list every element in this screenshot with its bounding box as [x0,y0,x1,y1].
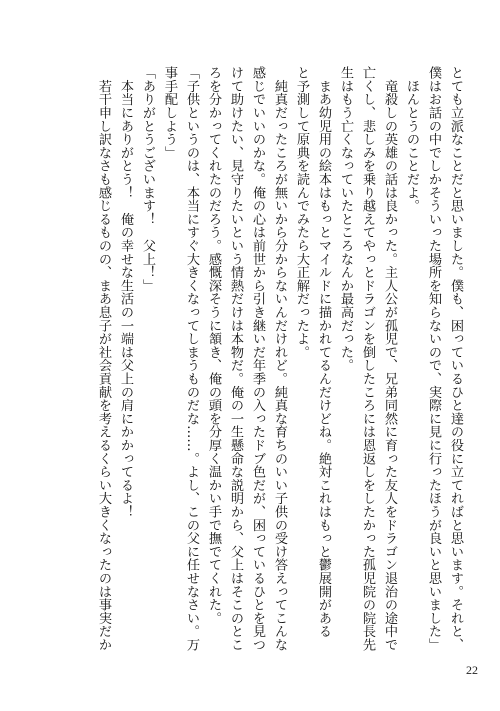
text-line: ほんとうのことだよ。 [404,66,419,213]
vertical-text-block [70,66,466,656]
text-line: 竜殺しの英雄の話は良かった。主人公が孤児で、兄弟同然に育った友人をドラゴン退治の途中で [382,66,397,652]
text-line: とても立派なことだと思いました。僕も、困っているひと達の役に立てればと思います。それと、 [448,66,463,652]
text-line: 亡くし、悲しみを乗り越えてやっとドラゴンを倒したころには恩返しをしたかった孤児院の院長先 [360,66,375,652]
text-line: けて助けたい、見守りたいという情熱だけは本物だ。俺の一生懸命な説明から、父上はそこのとこ [228,66,243,652]
text-line: 「子供というのは、本当にすぐ大きくなってしまうものだな……。よし、この父に任せなさい。万 [184,66,199,652]
text-line: と予測して原典を読んでみたら大正解だったよ。 [294,66,309,359]
text-line: ろを分かってくれたのだろう。感慨深そうに頷き、俺の頭を分厚く温かい手で撫でてくれた。 [206,66,221,625]
page-number: 22 [466,663,478,677]
text-line: 僕はお話の中でしかそういった場所を知らないので、実際に見に行ったほうが良いと思いました」 [426,66,441,652]
text-line: 感じでいいのかな。俺の心は前世から引き継いだ年季の入ったドブ色だが、困っているひとを見つ [250,66,265,652]
text-line: 本当にありがとう！ 俺の幸せな生活の一端は父上の肩にかかってるよ！ [118,66,133,519]
text-line: まあ幼児用の絵本はもっとマイルドに描かれてるんだけどね。絶対これはもっと鬱展開がある [316,66,331,638]
text-line: 事手配しよう」 [162,66,177,160]
text-line: 純真だったころが無いから分からないんだけれど。純真な育ちのいい子供の受け答えってこんな [272,66,287,652]
text-line: 生はもう亡くなっていたところなんか最高だった。 [338,66,353,372]
text-line: 「ありがとうございます！ 父上！」 [140,66,155,293]
text-line: 若干申し訳なさも感じるものの、まあ息子が社会貢献を考えるくらい大きくなったのは事実だか [96,66,111,652]
